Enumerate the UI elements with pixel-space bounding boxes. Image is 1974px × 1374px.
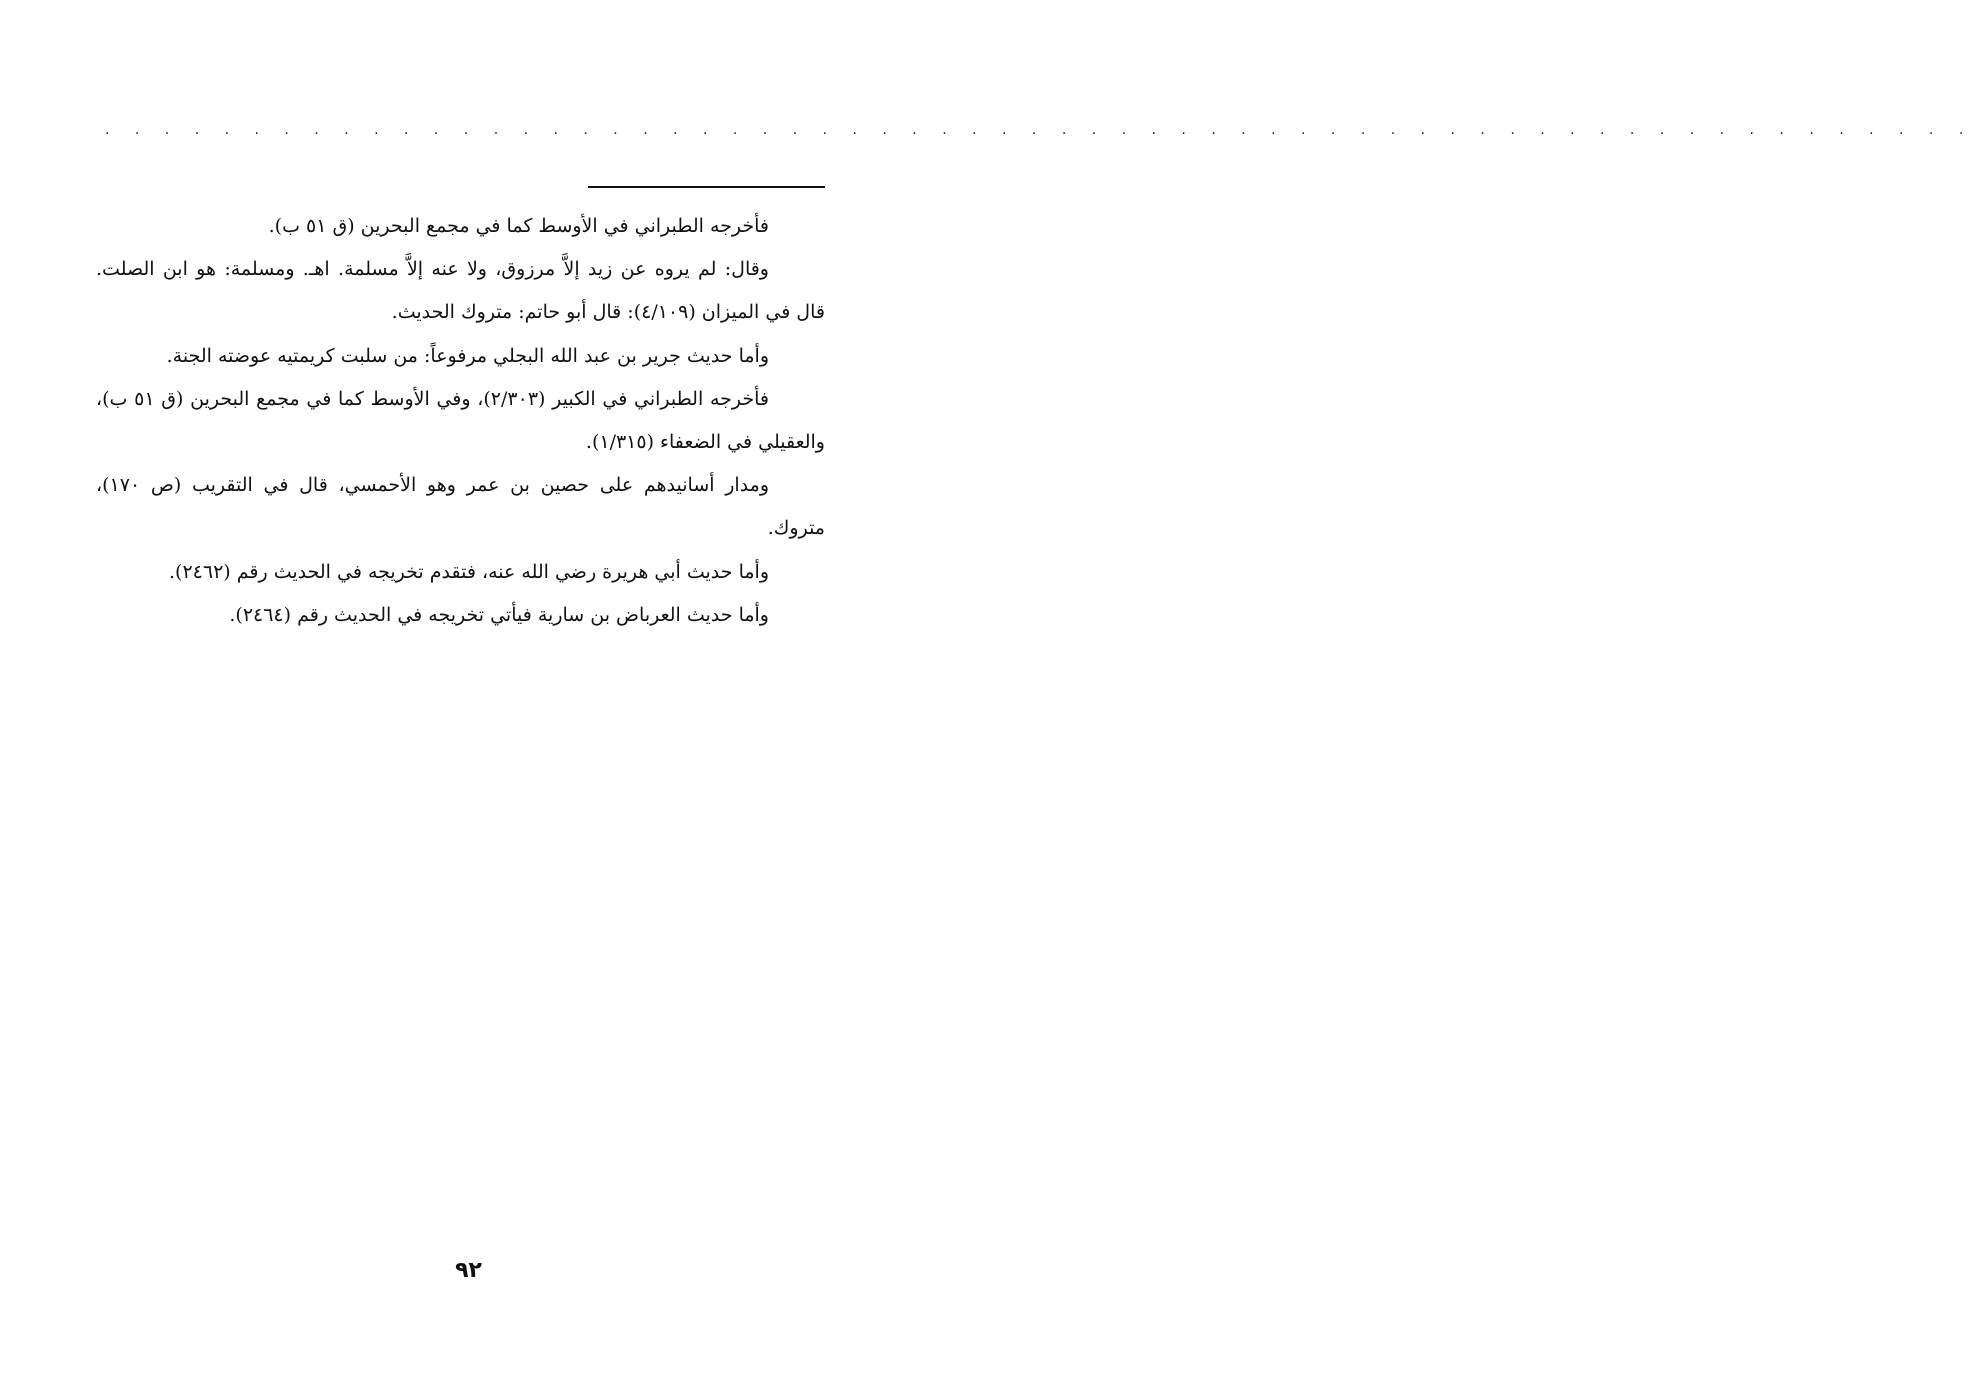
dotted-separator: . . . . . . . . . . . . . . . . . . . . . . . . . . . . . . . . . . . . . . . . . . . . . . . . . . . . . . . . . . . . . . .	[105, 122, 1974, 138]
footnote-paragraph: فأخرجه الطبراني في الأوسط كما في مجمع البحرين (ق ٥١ ب).	[268, 215, 769, 237]
footnote-rule	[588, 186, 825, 188]
footnote-paragraph: فأخرجه الطبراني في الكبير (٢/٣٠٣)، وفي الأوسط كما في مجمع البحرين (ق ٥١ ب)، والعقيلي في الضعفاء (١/٣١٥).	[96, 387, 825, 454]
footnote-paragraph: وأما حديث أبي هريرة رضي الله عنه، فتقدم تخريجه في الحديث رقم (٢٤٦٢).	[169, 560, 769, 583]
footnote-paragraph: وأما حديث جرير بن عبد الله البجلي مرفوعاً: من سلبت كريمتيه عوضته الجنة.	[166, 344, 769, 367]
footnote-paragraph: وأما حديث العرباض بن سارية فيأتي تخريجه في الحديث رقم (٢٤٦٤).	[229, 603, 769, 626]
footnote-paragraph: ومدار أسانيدهم على حصين بن عمر وهو الأحمسي، قال في التقريب (ص ١٧٠)، متروك.	[96, 474, 825, 540]
page-number: ٩٢	[455, 1258, 482, 1283]
footnotes-block	[96, 205, 825, 637]
footnote-paragraph: وقال: لم يروه عن زيد إلاَّ مرزوق، ولا عنه إلاَّ مسلمة. اهـ. ومسلمة: هو ابن الصلت. قال في الميزان (٤/١٠٩): قال أبو حاتم: متروك الحديث.	[96, 258, 825, 324]
